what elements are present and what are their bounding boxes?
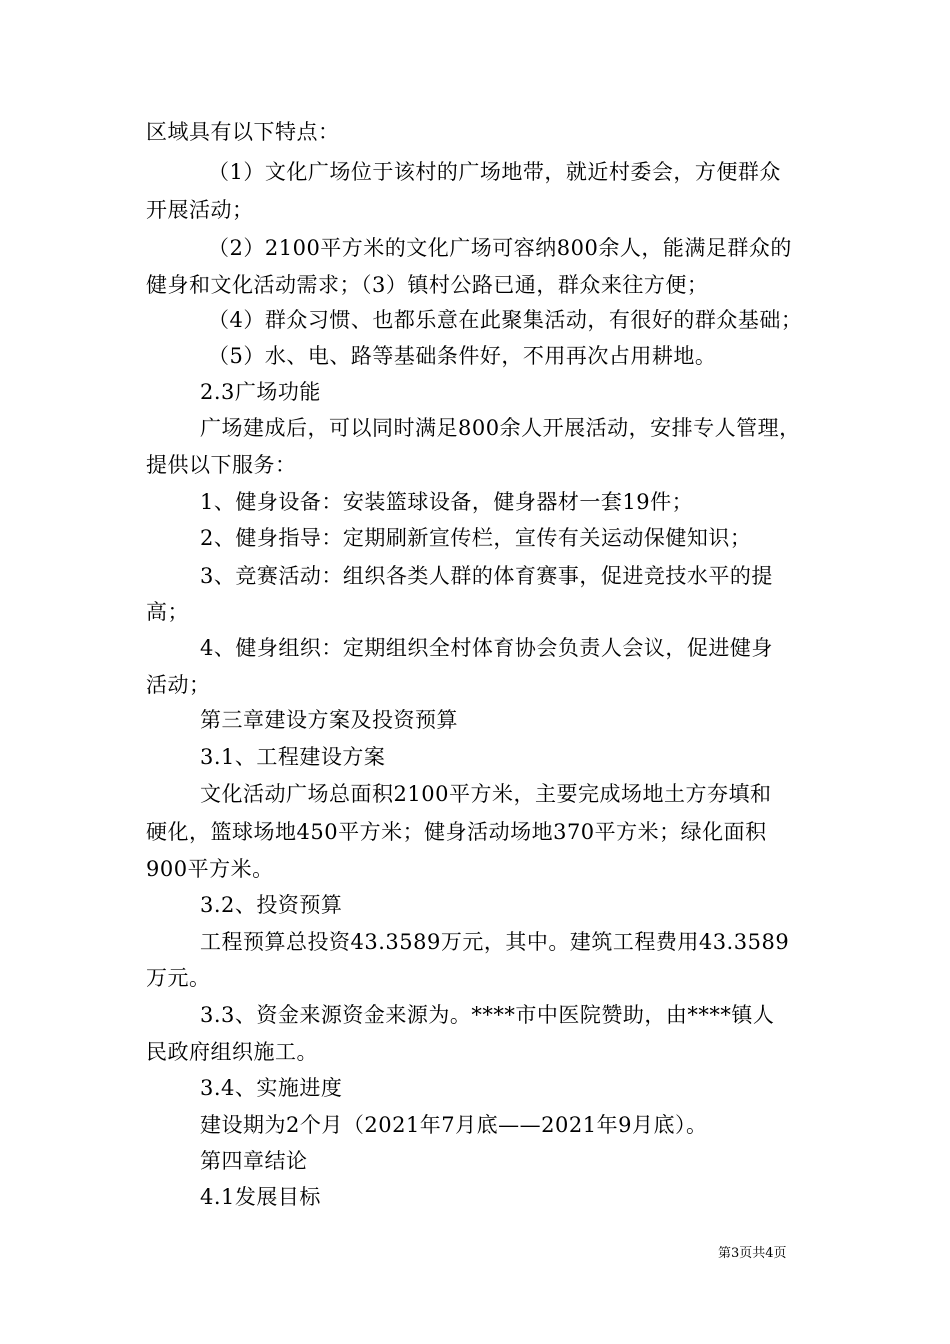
chapter-heading: 第四章结论: [200, 1149, 308, 1173]
body-text-line: 民政府组织施工。: [146, 1040, 318, 1064]
body-text-line: 硬化，篮球场地450平方米；健身活动场地370平方米；绿化面积: [146, 820, 767, 844]
body-text-line: 开展活动；: [146, 198, 254, 222]
section-heading: 2.3广场功能: [200, 380, 321, 404]
list-item-line: （2）2100平方米的文化广场可容纳800余人，能满足群众的: [208, 236, 792, 260]
body-text-line: 万元。: [146, 966, 211, 990]
section-heading: 3.4、实施进度: [200, 1076, 343, 1100]
section-heading: 3.1、工程建设方案: [200, 745, 386, 769]
list-item-line: 1、健身设备：安装篮球设备，健身器材一套19件；: [200, 490, 694, 514]
list-item-line: （1）文化广场位于该村的广场地带，就近村委会，方便群众: [208, 160, 781, 184]
page-number: 第3页共4页: [718, 1246, 787, 1261]
body-text-line: 高；: [146, 600, 189, 624]
list-item-line: 4、健身组织：定期组织全村体育协会负责人会议，促进健身: [200, 636, 773, 660]
body-text-line: 区域具有以下特点：: [146, 120, 340, 144]
list-item-line: （5）水、电、路等基础条件好，不用再次占用耕地。: [208, 344, 717, 368]
body-text-line: 3.3、资金来源资金来源为。****市中医院赞助，由****镇人: [200, 1003, 775, 1027]
body-text-line: 健身和文化活动需求；（3）镇村公路已通，群众来往方便；: [146, 273, 709, 297]
section-heading: 3.2、投资预算: [200, 893, 343, 917]
body-text-line: 建设期为2个月（2021年7月底——2021年9月底）。: [200, 1113, 708, 1137]
list-item-line: 2、健身指导：定期刷新宣传栏，宣传有关运动保健知识；: [200, 526, 752, 550]
body-text-line: 提供以下服务：: [146, 453, 297, 477]
body-text-line: 活动；: [146, 673, 211, 697]
body-text-line: 900平方米。: [146, 857, 274, 881]
list-item-line: 3、竞赛活动：组织各类人群的体育赛事，促进竞技水平的提: [200, 564, 773, 588]
body-text-line: 工程预算总投资43.3589万元，其中。建筑工程费用43.3589: [200, 930, 790, 954]
chapter-heading: 第三章建设方案及投资预算: [200, 708, 458, 732]
body-text-line: 文化活动广场总面积2100平方米，主要完成场地土方夯填和: [200, 782, 772, 806]
section-heading: 4.1发展目标: [200, 1185, 321, 1209]
list-item-line: （4）群众习惯、也都乐意在此聚集活动，有很好的群众基础；: [208, 308, 803, 332]
body-text-line: 广场建成后，可以同时满足800余人开展活动，安排专人管理，: [200, 416, 801, 440]
